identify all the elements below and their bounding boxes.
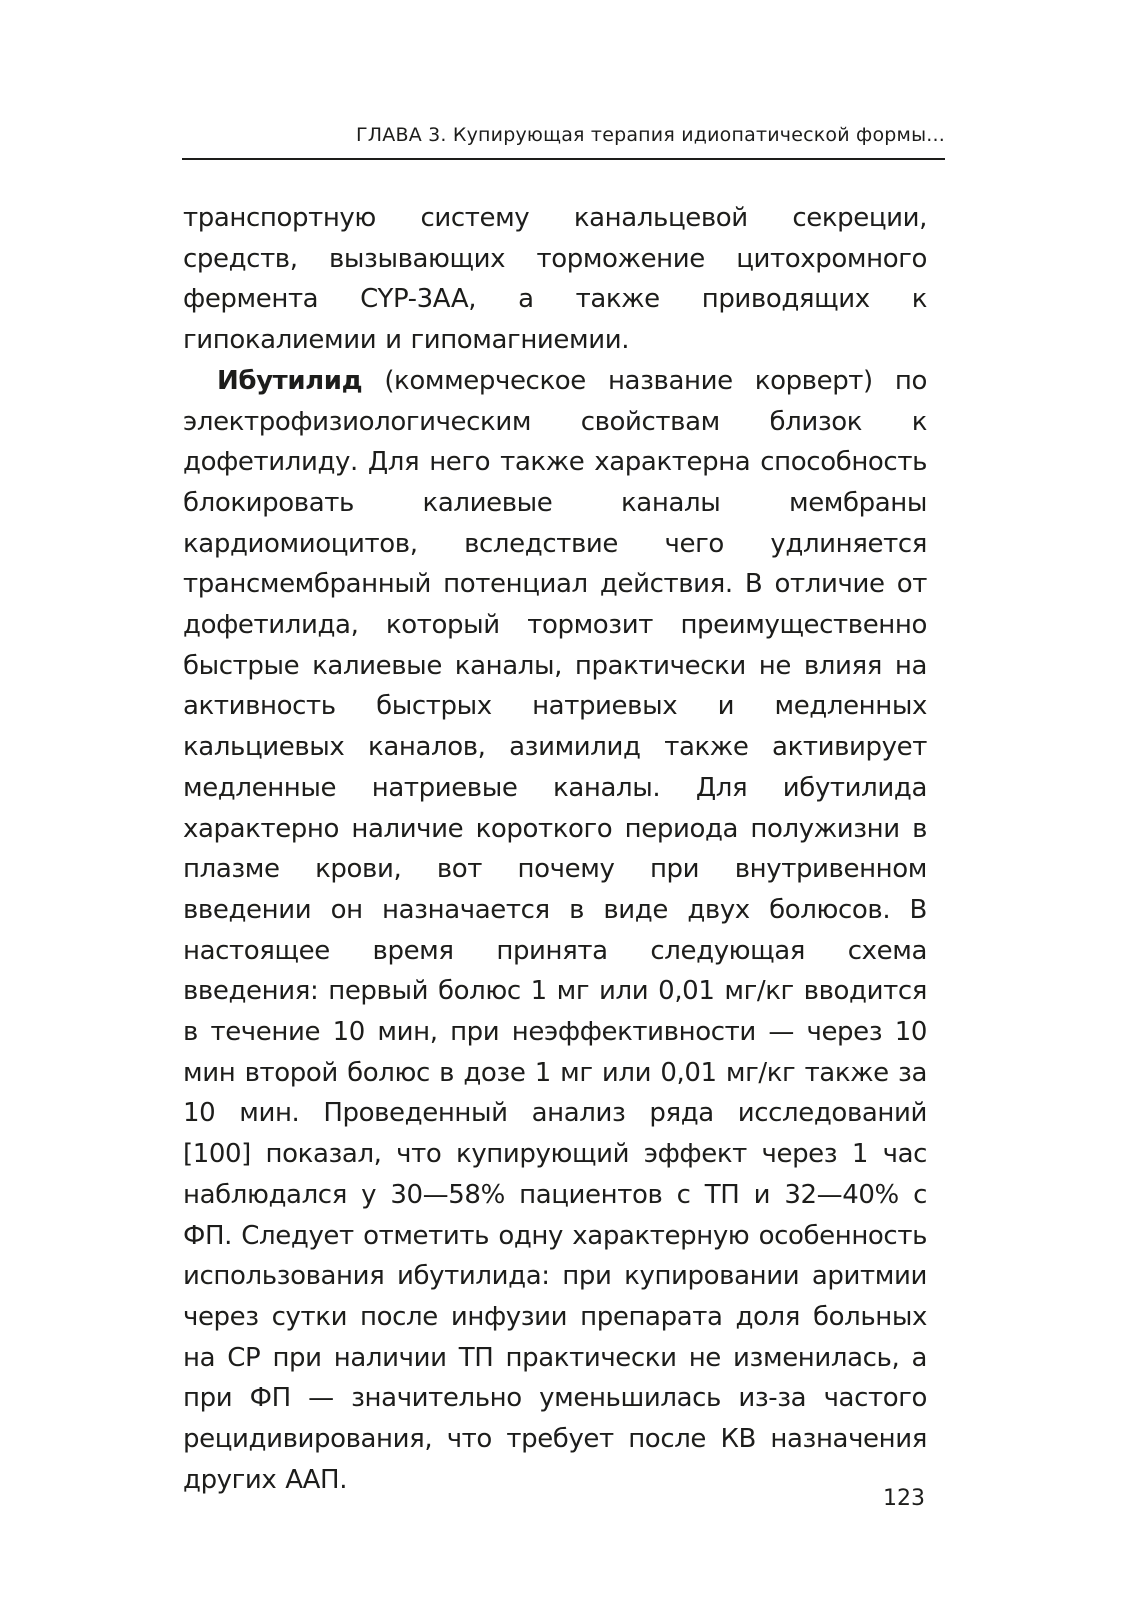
paragraph-2-text: (коммерческое название корверт) по электрофизиологическим свойствам близок к дофетилиду. Для него также характерна способность блокировать калиевые каналы мембраны кардиомиоцитов, вследствие чего удлиняется трансмембранный потенциал действия. В отличие от дофетилида, который тормозит преимущественно быстрые калиевые каналы, практически не влияя на активность быстрых натриевых и медленных кальциевых каналов, азимилид также активирует медленные натриевые каналы. Для ибутилида характерно наличие короткого периода полужизни в плазме крови, вот почему при внутривенном введении он назначается в виде двух болюсов. В настоящее время принята следующая схема введения: первый болюс 1 мг или 0,01 мг/кг вводится в течение 10 мин, при неэффективности — через 10 мин второй болюс в дозе 1 мг или 0,01 мг/кг также за 10 мин. Проведенный анализ ряда исследований [100] показал, что купирующий эффект через 1 час наблюдался у 30—58% пациентов с ТП и 32—40% с ФП. Следует отметить одну характерную особенность использования ибутилида: при купировании аритмии через сутки после инфузии препарата доля больных на СР при наличии ТП практически не изменилась, а при ФП — значительно уменьшилась из-за частого рецидивирования, что требует после КВ назначения других ААП. [183, 365, 927, 1495]
running-head: ГЛАВА 3. Купирующая терапия идиопатической формы... [182, 118, 945, 160]
paragraph-2 [183, 361, 927, 1501]
page-number: 123 [883, 1486, 925, 1511]
page-body [183, 198, 927, 1501]
term-ibutilide: Ибутилид [217, 365, 363, 396]
paragraph-1: транспортную систему канальцевой секреции, средств, вызывающих торможение цитохромного фермента CYP-3AA, а также приводящих к гипокалиемии и гипомагниемии. [183, 203, 927, 356]
